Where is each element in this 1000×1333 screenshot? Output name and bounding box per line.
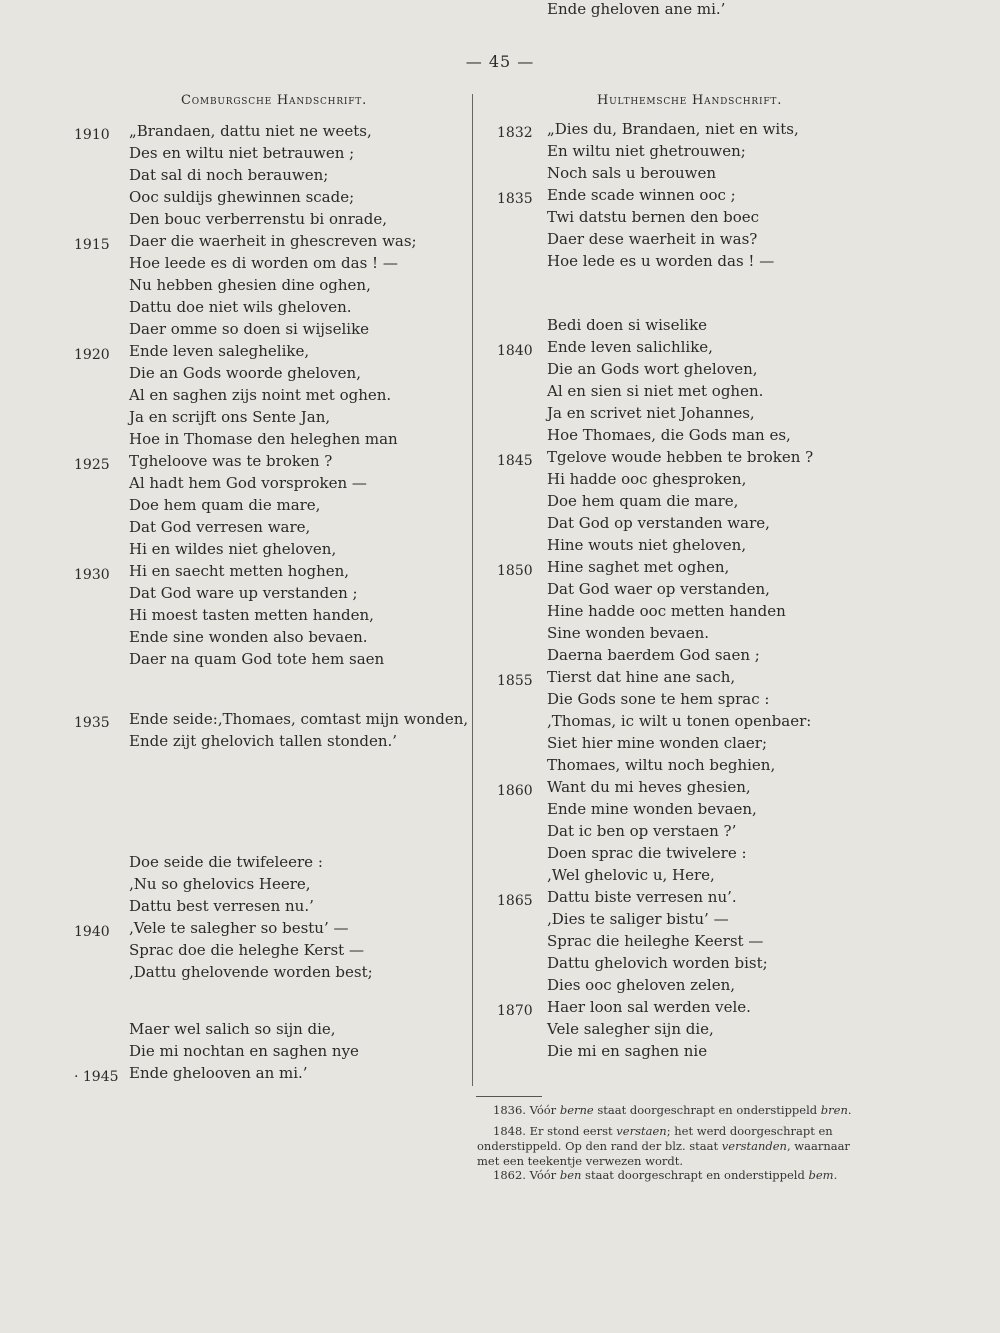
verse-line: Tierst dat hine ane sach, [547, 668, 736, 686]
verse-line: Hine hadde ooc metten handen [547, 602, 786, 620]
verse-line: Vele salegher sijn die, [547, 1020, 714, 1038]
verse-line: Daer dese waerheit in was? [547, 230, 758, 248]
verse-line: Dattu ghelovich worden bist; [547, 954, 768, 972]
footnote-term: verstaen [616, 1124, 667, 1138]
line-number: 1915 [74, 237, 110, 253]
verse-line: Dat God verresen ware, [129, 518, 311, 536]
verse-line: ‚Thomas, ic wilt u tonen openbaer: [547, 712, 812, 730]
verse-line: Bedi doen si wiselike [547, 316, 708, 334]
footnote-term: ben [559, 1168, 582, 1182]
verse-line: Maer wel salich so sijn die, [129, 1020, 336, 1038]
verse-line: Ja en scrijft ons Sente Jan, [129, 408, 331, 426]
verse-line: Ooc suldijs ghewinnen scade; [129, 188, 355, 206]
line-number: 1832 [497, 125, 533, 141]
right-column-title: Hulthemsche Handschrift. [597, 93, 783, 108]
verse-line: Thomaes, wiltu noch beghien, [547, 756, 776, 774]
verse-line: Hoe leede es di worden om das ! — [129, 254, 398, 272]
verse-line: Nu hebben ghesien dine oghen, [129, 276, 371, 294]
footnote-text: . [847, 1103, 852, 1117]
verse-line: Hoe lede es u worden das ! — [547, 252, 775, 270]
verse-line: Dat sal di noch berauwen; [129, 166, 329, 184]
verse-line: Ja en scrivet niet Johannes, [547, 404, 755, 422]
column-divider [472, 94, 473, 1086]
line-number: 1835 [497, 191, 533, 207]
verse-line: Tgheloove was te broken ? [129, 452, 333, 470]
left-column-title: Comburgsche Handschrift. [181, 93, 368, 108]
verse-line: Die mi en saghen nie [547, 1042, 708, 1060]
footnote-term: bren [820, 1103, 848, 1117]
verse-line: Twi datstu bernen den boec [547, 208, 760, 226]
footnote-text: , waarnaar met een teekentje verwezen wordt. [477, 1139, 850, 1168]
verse-line: ‚Vele te salegher so bestu’ — [129, 919, 349, 937]
verse-line: Hine wouts niet gheloven, [547, 536, 747, 554]
verse-line: Al hadt hem God vorsproken — [129, 474, 367, 492]
verse-line: Den bouc verberrenstu bi onrade, [129, 210, 388, 228]
footnote-1848 [477, 1124, 869, 1169]
line-number: 1865 [497, 893, 533, 909]
line-number: 1840 [497, 343, 533, 359]
verse-line: Des en wiltu niet betrauwen ; [129, 144, 355, 162]
verse-line: Dies ooc gheloven zelen, [547, 976, 736, 994]
verse-line: Tgelove woude hebben te broken ? [547, 448, 814, 466]
verse-line: ‚Nu so ghelovics Heere, [129, 875, 311, 893]
verse-line: Ende seide:‚Thomaes, comtast mijn wonden, [129, 710, 469, 728]
verse-line: Hi hadde ooc ghesproken, [547, 470, 747, 488]
line-number: 1920 [74, 347, 110, 363]
verse-line: Die an Gods wort gheloven, [547, 360, 758, 378]
verse-line: Daer omme so doen si wijselike [129, 320, 370, 338]
verse-line: Dattu doe niet wils gheloven. [129, 298, 352, 316]
footnote-1836 [477, 1103, 869, 1118]
page-number: — 45 — [465, 52, 535, 71]
verse-line: Ende leven salichlike, [547, 338, 713, 356]
verse-line: Ende gheloven ane mi.’ [547, 0, 726, 18]
footnote-text: staat doorgeschrapt en onderstippeld [581, 1168, 809, 1182]
verse-line: Dat God ware up verstanden ; [129, 584, 358, 602]
line-number: 1910 [74, 127, 110, 143]
line-number: · 1945 [74, 1069, 119, 1085]
verse-line: Al en saghen zijs noint met oghen. [129, 386, 392, 404]
verse-line: Dat God waer op verstanden, [547, 580, 770, 598]
verse-line: Daerna baerdem God saen ; [547, 646, 760, 664]
verse-line: Hi en wildes niet gheloven, [129, 540, 337, 558]
verse-line: Doe seide die twifeleere : [129, 853, 323, 871]
line-number: 1870 [497, 1003, 533, 1019]
verse-line: Ende mine wonden bevaen, [547, 800, 757, 818]
verse-line: Haer loon sal werden vele. [547, 998, 751, 1016]
verse-line: Hoe in Thomase den heleghen man [129, 430, 398, 448]
verse-line: Ende sine wonden also bevaen. [129, 628, 368, 646]
verse-line: Dat God op verstanden ware, [547, 514, 770, 532]
verse-line: Sprac doe die heleghe Kerst — [129, 941, 364, 959]
line-number: 1855 [497, 673, 533, 689]
footnote-text: staat doorgeschrapt en onderstippeld [593, 1103, 821, 1117]
footnote-term: berne [559, 1103, 594, 1117]
line-number: 1935 [74, 715, 110, 731]
footnote-1862 [477, 1168, 869, 1183]
verse-line: ‚Dies te saliger bistu’ — [547, 910, 729, 928]
verse-line: Hi moest tasten metten handen, [129, 606, 374, 624]
verse-line: ‚Dattu ghelovende worden best; [129, 963, 373, 981]
verse-line: Ende zijt ghelovich tallen stonden.’ [129, 732, 398, 750]
line-number: 1845 [497, 453, 533, 469]
verse-line: Hi en saecht metten hoghen, [129, 562, 350, 580]
footnote-term: bem [808, 1168, 834, 1182]
line-number: 1850 [497, 563, 533, 579]
verse-line: Dattu best verresen nu.’ [129, 897, 314, 915]
verse-line: Hoe Thomaes, die Gods man es, [547, 426, 791, 444]
verse-line: Siet hier mine wonden claer; [547, 734, 768, 752]
verse-line: Die Gods sone te hem sprac : [547, 690, 770, 708]
verse-line: „Dies du, Brandaen, niet en wits, [547, 120, 799, 138]
line-number: 1860 [497, 783, 533, 799]
footnote-text: 1862. Vóór [493, 1168, 560, 1182]
verse-line: Doen sprac die twivelere : [547, 844, 747, 862]
verse-line: Noch sals u berouwen [547, 164, 717, 182]
footnote-rule [476, 1096, 542, 1097]
verse-line: Sprac die heileghe Keerst — [547, 932, 764, 950]
verse-line: Dattu biste verresen nu’. [547, 888, 737, 906]
verse-line: Doe hem quam die mare, [129, 496, 321, 514]
verse-line: Ende leven saleghelike, [129, 342, 310, 360]
verse-line: Want du mi heves ghesien, [547, 778, 751, 796]
verse-line: Doe hem quam die mare, [547, 492, 739, 510]
verse-line: Daer na quam God tote hem saen [129, 650, 385, 668]
footnote-text: 1848. Er stond eerst [493, 1124, 617, 1138]
verse-line: ‚Wel ghelovic u, Here, [547, 866, 715, 884]
footnote-text: . [833, 1168, 838, 1182]
verse-line: Ende ghelooven an mi.’ [129, 1064, 308, 1082]
line-number: 1940 [74, 924, 110, 940]
footnote-term: verstanden [721, 1139, 787, 1153]
verse-line: Ende scade winnen ooc ; [547, 186, 736, 204]
verse-line: Die an Gods woorde gheloven, [129, 364, 361, 382]
verse-line: „Brandaen, dattu niet ne weets, [129, 122, 372, 140]
verse-line: Hine saghet met oghen, [547, 558, 730, 576]
line-number: 1930 [74, 567, 110, 583]
verse-line: Daer die waerheit in ghescreven was; [129, 232, 417, 250]
verse-line: Al en sien si niet met oghen. [547, 382, 764, 400]
footnote-text: 1836. Vóór [493, 1103, 560, 1117]
line-number: 1925 [74, 457, 110, 473]
verse-line: Sine wonden bevaen. [547, 624, 710, 642]
verse-line: Dat ic ben op verstaen ?’ [547, 822, 737, 840]
verse-line: Die mi nochtan en saghen nye [129, 1042, 359, 1060]
verse-line: En wiltu niet ghetrouwen; [547, 142, 746, 160]
footnote-text: ; het werd doorgeschrapt en onderstippeld. Op den rand der blz. staat [477, 1124, 833, 1153]
